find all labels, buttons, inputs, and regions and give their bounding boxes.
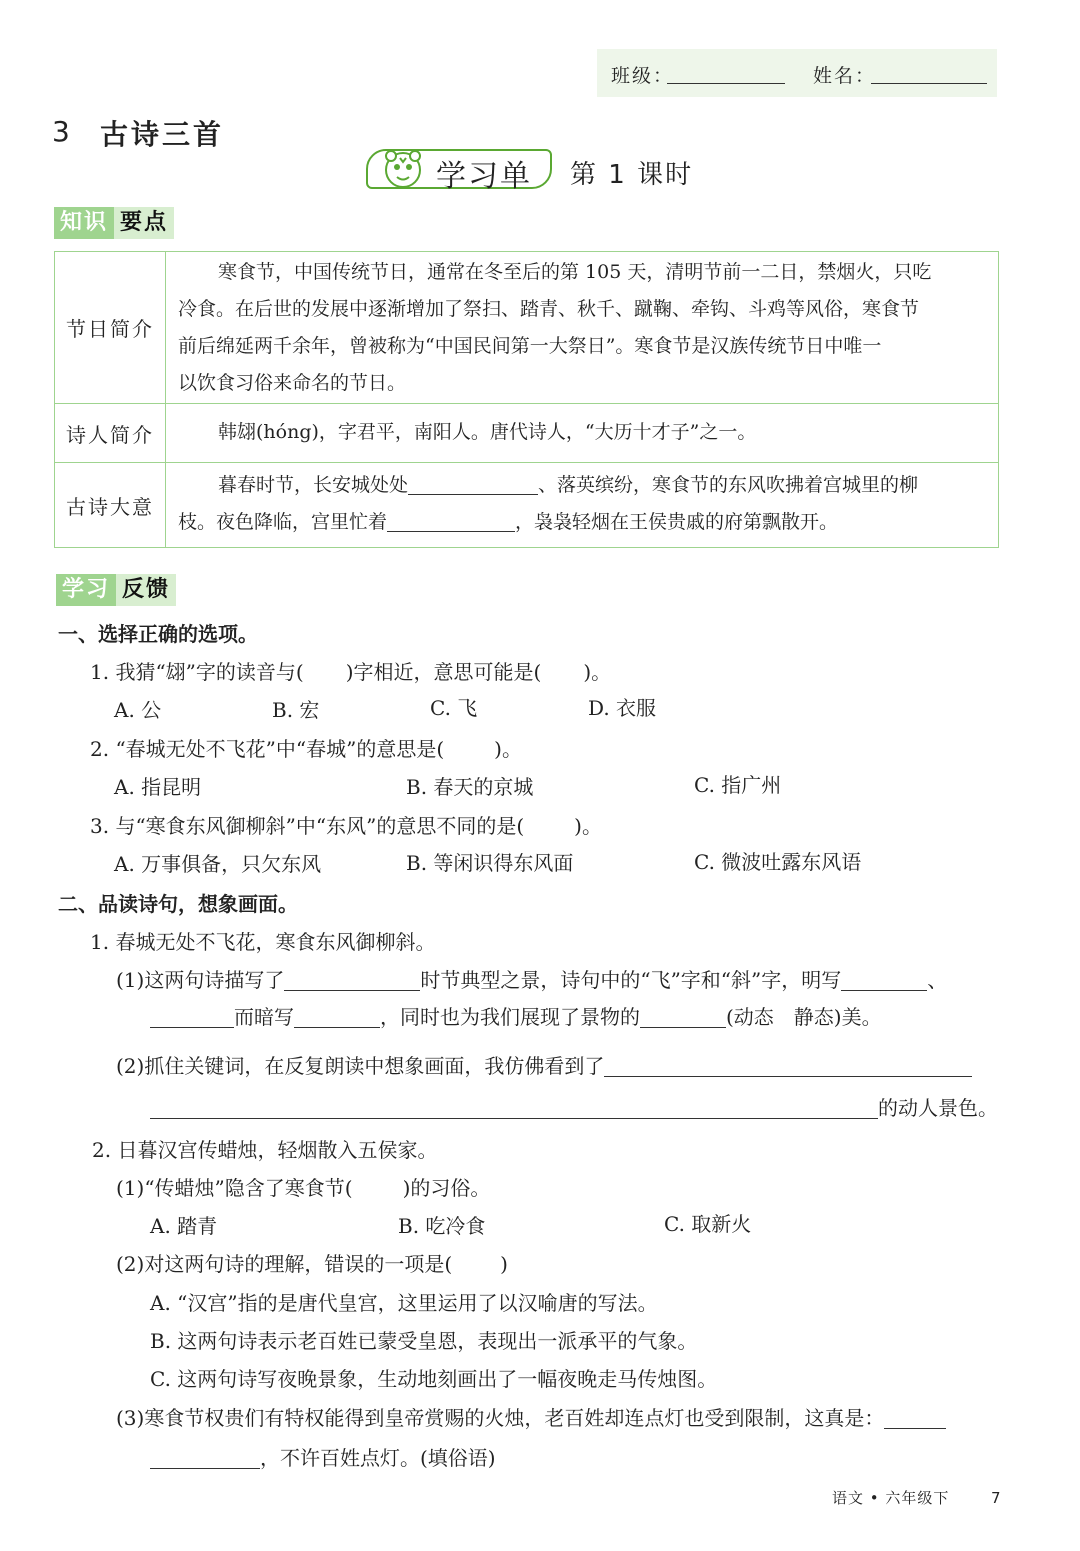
- text-line: 前后绵延两千余年，曾被称为“中国民间第一大祭日”。寒食节是汉族传统节日中唯一: [178, 335, 882, 357]
- name-label: 姓名：: [813, 65, 877, 87]
- poem-line-1: 1. 春城无处不飞花，寒食东风御柳斜。: [90, 930, 436, 954]
- blank-field[interactable]: [387, 511, 515, 532]
- lesson-number: 3: [52, 115, 70, 148]
- row-head: 诗人简介: [55, 404, 166, 462]
- blank-field[interactable]: [640, 1007, 726, 1028]
- row-head: 古诗大意: [55, 463, 166, 547]
- table-row: [55, 404, 998, 463]
- question-1: 1. 我猜“翃”字的读音与( )字相近，意思可能是( )。: [90, 660, 612, 684]
- class-field[interactable]: [667, 63, 785, 84]
- table-row: [55, 252, 998, 404]
- tag-part-a: 知识: [54, 207, 114, 239]
- tag-part-b: 要点: [114, 207, 174, 239]
- row-body: [178, 254, 988, 402]
- blank-field[interactable]: [150, 1448, 260, 1469]
- option[interactable]: B. 等闲识得东风面: [406, 851, 574, 875]
- option[interactable]: B. 吃冷食: [398, 1214, 486, 1238]
- blank-field[interactable]: [150, 1007, 234, 1028]
- badge-label: 学习单: [436, 159, 532, 194]
- page-footer: [832, 1487, 1002, 1508]
- question-p1-2-cont: 的动人景色。: [150, 1092, 998, 1121]
- option[interactable]: B. 春天的京城: [406, 775, 534, 799]
- text-line: 枝。夜色降临，宫里忙着 ，袅袅轻烟在王侯贵戚的府第飘散开。: [178, 511, 839, 533]
- option[interactable]: A. 公: [114, 698, 162, 722]
- blank-field[interactable]: [884, 1408, 946, 1429]
- text-line: 冷食。在后世的发展中逐渐增加了祭扫、踏青、秋千、蹴鞠、牵钩、斗鸡等风俗，寒食节: [178, 298, 920, 320]
- option[interactable]: D. 衣服: [588, 696, 657, 720]
- name-field[interactable]: [871, 63, 987, 84]
- part2-title: 二、品读诗句，想象画面。: [58, 892, 298, 916]
- option[interactable]: A. 指昆明: [114, 775, 202, 799]
- blank-field[interactable]: [294, 1007, 380, 1028]
- table-row: [55, 463, 998, 547]
- part1-title: 一、选择正确的选项。: [58, 622, 258, 646]
- text-line: 暮春时节，长安城处处 、落英缤纷，寒食节的东风吹拂着宫城里的柳: [218, 474, 919, 496]
- knowledge-table: [54, 251, 999, 548]
- question-p1-1-cont: 而暗写 ，同时也为我们展现了景物的 (动态 静态)美。: [150, 1001, 882, 1030]
- blank-field[interactable]: [604, 1056, 972, 1077]
- option[interactable]: A. 踏青: [150, 1214, 218, 1238]
- text-line: 寒食节，中国传统节日，通常在冬至后的第 105 天，清明节前一二日，禁烟火，只吃: [218, 261, 932, 283]
- question-p2-1: (1)“传蜡烛”隐含了寒食节( )的习俗。: [116, 1176, 491, 1200]
- question-2: 2. “春城无处不飞花”中“春城”的意思是( )。: [90, 737, 522, 761]
- option[interactable]: C. 取新火: [664, 1212, 752, 1236]
- question-p1-1: (1)这两句诗描写了 时节典型之景，诗句中的“飞”字和“斜”字，明写 、: [116, 968, 948, 992]
- row-head: 节日简介: [55, 252, 166, 403]
- footer-subject: 语文 • 六年级下: [832, 1489, 950, 1507]
- class-label: 班级：: [611, 65, 675, 87]
- question-p2-2: (2)对这两句诗的理解，错误的一项是( ): [116, 1252, 508, 1276]
- question-p1-2: (2)抓住关键词，在反复朗读中想象画面，我仿佛看到了: [116, 1050, 972, 1079]
- option[interactable]: C. 微波吐露东风语: [694, 850, 862, 874]
- blank-field[interactable]: [284, 970, 420, 991]
- blank-field[interactable]: [841, 970, 927, 991]
- class-name-header: [597, 49, 997, 97]
- option[interactable]: C. 指广州: [694, 773, 782, 797]
- poem-line-2: 2. 日暮汉宫传蜡烛，轻烟散入五侯家。: [92, 1138, 438, 1162]
- option[interactable]: B. 这两句诗表示老百姓已蒙受皇恩，表现出一派承平的气象。: [150, 1329, 698, 1353]
- option[interactable]: B. 宏: [272, 698, 320, 722]
- section-tag-feedback: [56, 574, 176, 606]
- tag-part-b: 反馈: [116, 574, 176, 606]
- option[interactable]: A. 万事俱备，只欠东风: [114, 852, 322, 876]
- section-tag-knowledge: [54, 207, 174, 239]
- question-p2-3-cont: ，不许百姓点灯。(填俗语): [150, 1442, 496, 1471]
- text-line: 以饮食习俗来命名的节日。: [178, 372, 407, 394]
- question-p2-3: (3)寒食节权贵们有特权能得到皇帝赏赐的火烛，老百姓却连点灯也受到限制，这真是：: [116, 1402, 946, 1431]
- option[interactable]: C. 这两句诗写夜晚景象，生动地刻画出了一幅夜晚走马传烛图。: [150, 1367, 718, 1391]
- row-body: [178, 467, 988, 541]
- tag-part-a: 学习: [56, 574, 116, 606]
- tiger-mascot-icon: [380, 146, 426, 192]
- blank-field[interactable]: [150, 1098, 878, 1119]
- option[interactable]: A. “汉宫”指的是唐代皇宫，这里运用了以汉喻唐的写法。: [150, 1291, 658, 1315]
- option[interactable]: C. 飞: [430, 696, 478, 720]
- question-3: 3. 与“寒食东风御柳斜”中“东风”的意思不同的是( )。: [90, 814, 602, 838]
- study-sheet-badge: [366, 149, 552, 194]
- row-body: 韩翃(hóng)，字君平，南阳人。唐代诗人，“大历十才子”之一。: [218, 421, 757, 443]
- blank-field[interactable]: [408, 474, 538, 495]
- page-number: 7: [990, 1489, 1002, 1507]
- lesson-title: 古诗三首: [100, 118, 225, 151]
- lesson-period: 第 1 课时: [570, 160, 694, 190]
